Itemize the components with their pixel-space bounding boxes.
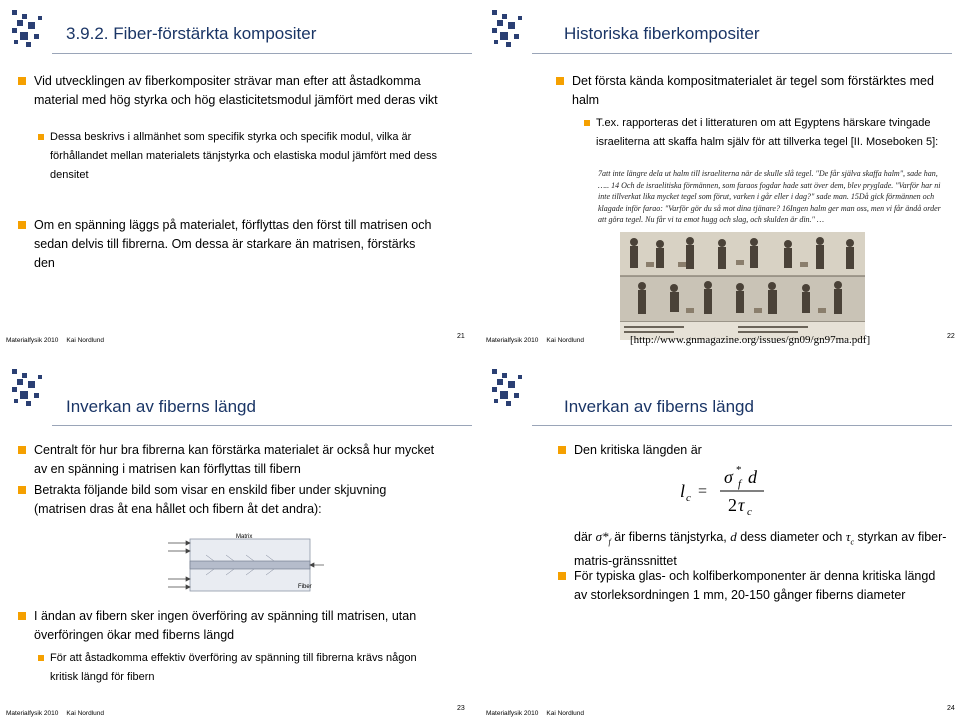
bullet-square-icon — [38, 134, 44, 140]
bullet: Den kritiska längden är — [558, 441, 938, 460]
bullet: Om en spänning läggs på materialet, förflyttas den först till matrisen och sedan delvis till fibrerna. Om dessa är starkare än matrisen, förstärks den — [18, 216, 438, 273]
critical-length-formula — [678, 459, 788, 521]
d-symbol: d — [730, 529, 737, 544]
svg-text:d: d — [748, 467, 757, 487]
slide-title: Inverkan av fiberns längd — [564, 397, 754, 416]
page-number: 21 — [457, 333, 465, 340]
svg-text:c: c — [686, 492, 691, 504]
bullet-definition: där $\sigma*_f$ är fiberns tänjstyrka, d dess diameter och $\tau_c$ styrkan av fiber-matris-gränssnittet — [574, 529, 947, 568]
university-logo — [8, 8, 48, 50]
university-logo — [488, 367, 528, 409]
svg-text:τ: τ — [738, 495, 745, 515]
svg-text:l: l — [680, 481, 686, 501]
slide-24 — [480, 359, 960, 718]
bullet-square-icon — [18, 612, 26, 620]
slide-title: 3.9.2. Fiber-förstärkta kompositer — [66, 24, 317, 43]
svg-text:2: 2 — [728, 495, 737, 515]
footer: Materialfysik 2010 Kai Nordlund — [486, 710, 584, 717]
footer: Materialfysik 2010 Kai Nordlund — [6, 710, 104, 717]
university-logo — [488, 8, 528, 50]
slide-title: Inverkan av fiberns längd — [66, 397, 256, 416]
bullet-square-icon — [584, 120, 590, 126]
sub-bullet: T.ex. rapporteras det i litteraturen om att Egyptens härskare tvingade israeliterna att skaffa halm själv för att tillverka tegel [II. Moseboken 5]: — [584, 114, 954, 152]
bullet-square-icon — [556, 77, 564, 85]
page-number: 22 — [947, 333, 955, 340]
slide-title: Historiska fiberkompositer — [564, 24, 760, 43]
page-number: 23 — [457, 705, 465, 712]
bullet: Betrakta följande bild som visar en enskild fiber under skjuvning (matrisen dras åt ena hållet och fibern åt det andra): — [18, 481, 438, 519]
bullet-square-icon — [18, 221, 26, 229]
title-divider — [532, 425, 952, 426]
footer: Materialfysik 2010 Kai Nordlund — [6, 337, 104, 344]
fiber-label: Fiber — [298, 584, 312, 590]
bullet-square-icon — [558, 572, 566, 580]
university-logo — [8, 367, 48, 409]
matrix-label: Matrix — [236, 534, 253, 540]
sigma-symbol: $\sigma*_f$ — [595, 529, 611, 547]
bullet-square-icon — [18, 486, 26, 494]
title-divider — [52, 425, 472, 426]
bullet-square-icon — [38, 655, 44, 661]
bullet: Det första kända kompositmaterialet är tegel som förstärktes med halm — [556, 72, 951, 110]
title-divider — [532, 53, 952, 54]
title-divider — [52, 53, 472, 54]
tau-symbol: $\tau_c$ — [845, 529, 855, 547]
svg-text:σ: σ — [724, 467, 733, 487]
bullet-square-icon — [18, 446, 26, 454]
bullet: Vid utvecklingen av fiberkompositer strävar man efter att åstadkomma material med hög styrka och hög elasticitetsmodul jämfört med deras vikt — [18, 72, 438, 110]
svg-text:=: = — [698, 483, 708, 500]
bible-quote: 7att inte längre dela ut halm till israeliterna när de skulle slå tegel. "De får själva skaffa halm", sade han, ….. 14 Och de israelitiska förmännen, som faraos fogdar hade satt över dem, blev pryglade. "Varför har ni inte tillverkat lika mycket tegel som förut, varken i går eller i dag?" sade man. 15Då gick förmännen och klagade inför farao: "Varför gör du så mot dina tjänare? 16Ingen halm ger man oss, men vi får ändå order att göra tegel. Nu får vi ta emot hugg och slag, och skulden är din." … — [598, 169, 941, 224]
source-link[interactable]: [http://www.gnmagazine.org/issues/gn09/gn97ma.pdf] — [630, 334, 871, 346]
svg-text:c: c — [747, 506, 752, 518]
bullet-square-icon — [558, 446, 566, 454]
bullet: I ändan av fibern sker ingen överföring av spänning till matrisen, utan överföringen ökar med fiberns längd — [18, 607, 438, 645]
sub-bullet: För att åstadkomma effektiv överföring av spänning till fibrerna krävs någon kritisk längd för fibern — [38, 649, 438, 687]
bullet: För typiska glas- och kolfiberkomponenter är denna kritiska längd av storleksordningen 1 mm, 20-150 gånger fiberns diameter — [558, 567, 938, 605]
svg-text:f: f — [738, 478, 742, 490]
slide-21 — [0, 0, 480, 359]
sub-bullet: Dessa beskrivs i allmänhet som specifik styrka och specifik modul, vilka är förhållandet mellan materialets tänjstyrka och elastiska modul jämfört med dess densitet — [38, 128, 438, 185]
bullet: Centralt för hur bra fibrerna kan förstärka materialet är också hur mycket av en spänning i matrisen kan förflyttas till fibern — [18, 441, 438, 479]
egyptian-brickmaking-painting — [620, 232, 865, 340]
svg-text:*: * — [736, 464, 742, 476]
slide-23 — [0, 359, 480, 718]
footer: Materialfysik 2010 Kai Nordlund — [486, 337, 584, 344]
page-number: 24 — [947, 705, 955, 712]
bullet-square-icon — [18, 77, 26, 85]
